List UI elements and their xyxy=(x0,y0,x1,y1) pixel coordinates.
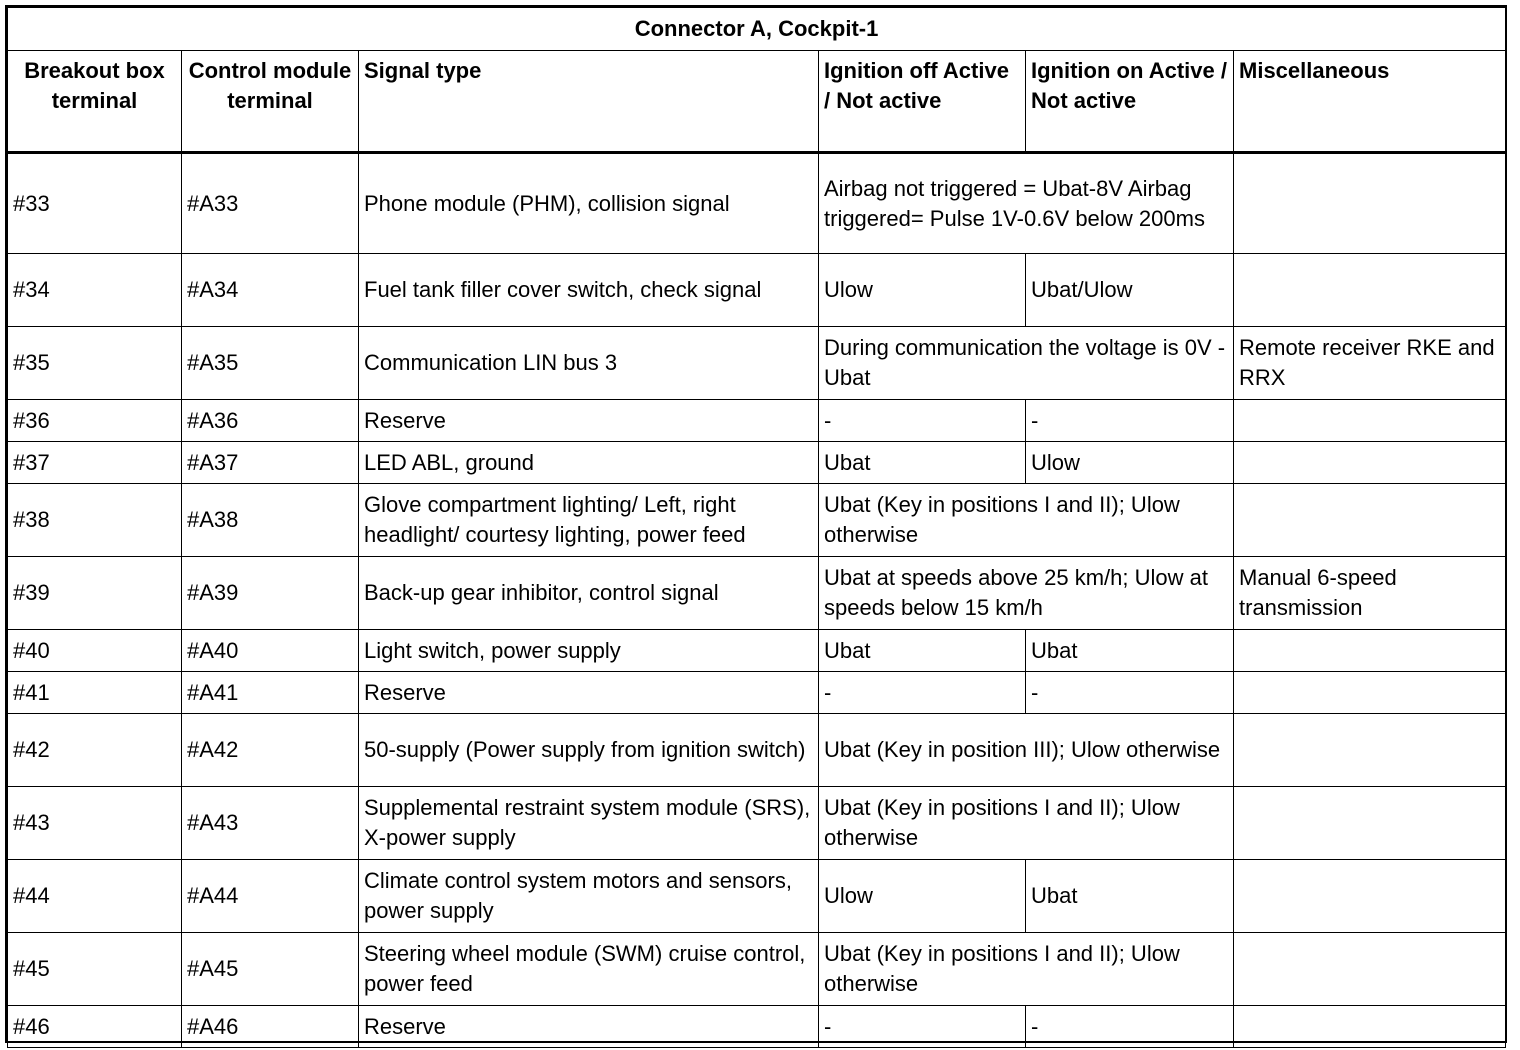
signal-type-cell: Fuel tank filler cover switch, check signal xyxy=(359,254,819,327)
control-module-terminal-cell: #A44 xyxy=(182,860,359,933)
table-body xyxy=(8,153,1506,1048)
ignition-on-cell: Ubat xyxy=(1026,860,1234,933)
ignition-on-cell: - xyxy=(1026,400,1234,442)
ignition-state-cell: Ubat (Key in positions I and II); Ulow otherwise xyxy=(819,933,1234,1006)
table-row xyxy=(8,442,1506,484)
table-row xyxy=(8,1006,1506,1048)
table-row xyxy=(8,557,1506,630)
signal-type-cell: Steering wheel module (SWM) cruise control, power feed xyxy=(359,933,819,1006)
miscellaneous-cell: Remote receiver RKE and RRX xyxy=(1234,327,1506,400)
ignition-on-cell: - xyxy=(1026,1006,1234,1048)
ignition-state-cell: Airbag not triggered = Ubat-8V Airbag triggered= Pulse 1V-0.6V below 200ms xyxy=(819,153,1234,254)
table-row xyxy=(8,254,1506,327)
control-module-terminal-cell: #A36 xyxy=(182,400,359,442)
header-miscellaneous: Miscellaneous xyxy=(1234,51,1506,153)
table-row xyxy=(8,630,1506,672)
signal-type-cell: Communication LIN bus 3 xyxy=(359,327,819,400)
miscellaneous-cell xyxy=(1234,153,1506,254)
ignition-on-cell: Ubat xyxy=(1026,630,1234,672)
control-module-terminal-cell: #A35 xyxy=(182,327,359,400)
header-breakout-box-terminal: Breakout box terminal xyxy=(8,51,182,153)
ignition-state-cell: Ubat (Key in positions I and II); Ulow otherwise xyxy=(819,484,1234,557)
table-row xyxy=(8,153,1506,254)
breakout-box-terminal-cell: #43 xyxy=(8,787,182,860)
table-row xyxy=(8,400,1506,442)
ignition-off-cell: Ulow xyxy=(819,860,1026,933)
miscellaneous-cell xyxy=(1234,672,1506,714)
breakout-box-terminal-cell: #37 xyxy=(8,442,182,484)
ignition-off-cell: Ubat xyxy=(819,442,1026,484)
miscellaneous-cell xyxy=(1234,254,1506,327)
miscellaneous-cell xyxy=(1234,787,1506,860)
connector-table xyxy=(7,7,1506,1048)
breakout-box-terminal-cell: #44 xyxy=(8,860,182,933)
table-title: Connector A, Cockpit-1 xyxy=(8,8,1506,51)
header-signal-type: Signal type xyxy=(359,51,819,153)
control-module-terminal-cell: #A37 xyxy=(182,442,359,484)
signal-type-cell: Reserve xyxy=(359,1006,819,1048)
signal-type-cell: Light switch, power supply xyxy=(359,630,819,672)
table-row xyxy=(8,672,1506,714)
signal-type-cell: Supplemental restraint system module (SRS), X-power supply xyxy=(359,787,819,860)
miscellaneous-cell xyxy=(1234,860,1506,933)
ignition-off-cell: - xyxy=(819,672,1026,714)
control-module-terminal-cell: #A45 xyxy=(182,933,359,1006)
miscellaneous-cell xyxy=(1234,484,1506,557)
signal-type-cell: Phone module (PHM), collision signal xyxy=(359,153,819,254)
control-module-terminal-cell: #A38 xyxy=(182,484,359,557)
header-ignition-off: Ignition off Active / Not active xyxy=(819,51,1026,153)
signal-type-cell: Glove compartment lighting/ Left, right headlight/ courtesy lighting, power feed xyxy=(359,484,819,557)
breakout-box-terminal-cell: #46 xyxy=(8,1006,182,1048)
header-control-module-terminal: Control module terminal xyxy=(182,51,359,153)
header-ignition-on: Ignition on Active / Not active xyxy=(1026,51,1234,153)
signal-type-cell: Reserve xyxy=(359,400,819,442)
ignition-state-cell: Ubat at speeds above 25 km/h; Ulow at speeds below 15 km/h xyxy=(819,557,1234,630)
miscellaneous-cell xyxy=(1234,442,1506,484)
breakout-box-terminal-cell: #39 xyxy=(8,557,182,630)
signal-type-cell: 50-supply (Power supply from ignition switch) xyxy=(359,714,819,787)
ignition-state-cell: Ubat (Key in position III); Ulow otherwise xyxy=(819,714,1234,787)
control-module-terminal-cell: #A40 xyxy=(182,630,359,672)
breakout-box-terminal-cell: #42 xyxy=(8,714,182,787)
control-module-terminal-cell: #A43 xyxy=(182,787,359,860)
ignition-on-cell: - xyxy=(1026,672,1234,714)
table-row xyxy=(8,714,1506,787)
ignition-on-cell: Ubat/Ulow xyxy=(1026,254,1234,327)
table-row xyxy=(8,933,1506,1006)
connector-table-frame xyxy=(5,5,1507,1043)
table-row xyxy=(8,860,1506,933)
ignition-state-cell: Ubat (Key in positions I and II); Ulow otherwise xyxy=(819,787,1234,860)
miscellaneous-cell: Manual 6-speed transmission xyxy=(1234,557,1506,630)
breakout-box-terminal-cell: #41 xyxy=(8,672,182,714)
miscellaneous-cell xyxy=(1234,630,1506,672)
miscellaneous-cell xyxy=(1234,933,1506,1006)
ignition-off-cell: Ulow xyxy=(819,254,1026,327)
table-row xyxy=(8,484,1506,557)
miscellaneous-cell xyxy=(1234,714,1506,787)
miscellaneous-cell xyxy=(1234,1006,1506,1048)
signal-type-cell: LED ABL, ground xyxy=(359,442,819,484)
ignition-off-cell: Ubat xyxy=(819,630,1026,672)
breakout-box-terminal-cell: #35 xyxy=(8,327,182,400)
breakout-box-terminal-cell: #33 xyxy=(8,153,182,254)
control-module-terminal-cell: #A41 xyxy=(182,672,359,714)
breakout-box-terminal-cell: #38 xyxy=(8,484,182,557)
breakout-box-terminal-cell: #34 xyxy=(8,254,182,327)
control-module-terminal-cell: #A39 xyxy=(182,557,359,630)
ignition-state-cell: During communication the voltage is 0V - Ubat xyxy=(819,327,1234,400)
miscellaneous-cell xyxy=(1234,400,1506,442)
breakout-box-terminal-cell: #40 xyxy=(8,630,182,672)
control-module-terminal-cell: #A34 xyxy=(182,254,359,327)
signal-type-cell: Back-up gear inhibitor, control signal xyxy=(359,557,819,630)
control-module-terminal-cell: #A42 xyxy=(182,714,359,787)
breakout-box-terminal-cell: #36 xyxy=(8,400,182,442)
ignition-on-cell: Ulow xyxy=(1026,442,1234,484)
ignition-off-cell: - xyxy=(819,1006,1026,1048)
table-row xyxy=(8,787,1506,860)
control-module-terminal-cell: #A46 xyxy=(182,1006,359,1048)
signal-type-cell: Climate control system motors and sensors, power supply xyxy=(359,860,819,933)
ignition-off-cell: - xyxy=(819,400,1026,442)
signal-type-cell: Reserve xyxy=(359,672,819,714)
table-row xyxy=(8,327,1506,400)
breakout-box-terminal-cell: #45 xyxy=(8,933,182,1006)
control-module-terminal-cell: #A33 xyxy=(182,153,359,254)
